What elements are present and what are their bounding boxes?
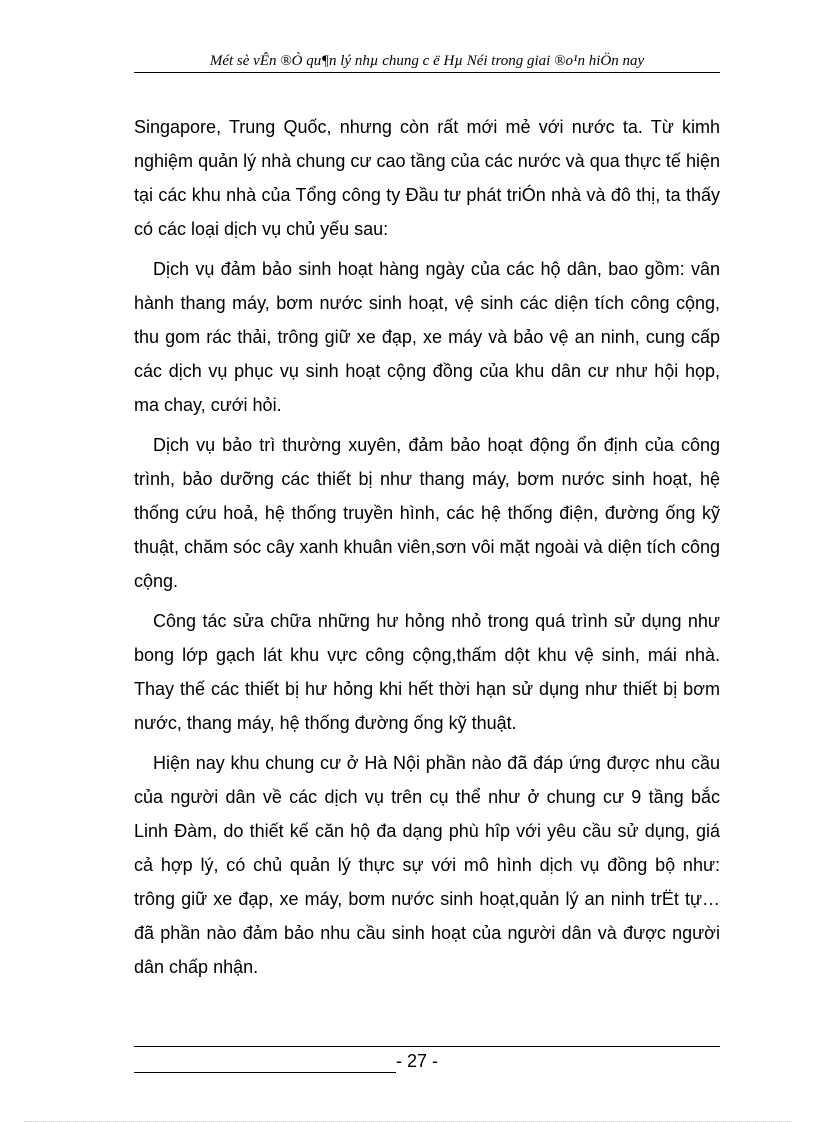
page-number: - 27 - (396, 1051, 439, 1071)
paragraph-maintenance-services: Dịch vụ bảo trì thường xuyên, đảm bảo hoạt động ổn định của công trình, bảo dưỡng các thiết bị như thang máy, bơm nước sinh hoạt, hệ thống cứu hoả, hệ thống truyền hình, các hệ thống điện, đường ống kỹ thuật, chăm sóc cây xanh khuân viên,sơn vôi mặt ngoài và diện tích công cộng. (134, 435, 720, 591)
paragraph-repair-work: Công tác sửa chữa những hư hỏng nhỏ trong quá trình sử dụng như bong lớp gạch lát khu vực công cộng,thấm dột khu vệ sinh, mái nhà. Thay thế các thiết bị hư hỏng khi hết thời hạn sử dụng như thiết bị bơm nước, thang máy, hệ thống đường ống kỹ thuật. (134, 611, 720, 733)
footer-underline (134, 1072, 396, 1073)
header-divider (134, 72, 720, 73)
paragraph-current-situation: Hiện nay khu chung cư ở Hà Nội phần nào đã đáp ứng được nhu cầu của người dân về các dịch vụ trên cụ thể như ở chung cư 9 tầng bắc Linh Đàm, do thiết kế căn hộ đa dạng phù hîp với yêu cầu sử dụng, giá cả hợp lý, có chủ quản lý thực sự với mô hình dịch vụ đồng bộ như: trông giữ xe đạp, xe máy, bơm nước sinh hoạt,quản lý an ninh trËt tự… đã phần nào đảm bảo nhu cầu sinh hoạt của người dân và được người dân chấp nhận. (134, 753, 720, 977)
page-bottom-dotted-border (24, 1121, 792, 1122)
body-text (134, 110, 720, 990)
footer-divider (134, 1046, 720, 1047)
running-header-title: Mét sè vÊn ®Ò qu¶n lý nhµ chung c ë Hµ Néi trong giai ®o¹n hiÖn nay (209, 53, 645, 69)
paragraph-continuation: Singapore, Trung Quốc, nhưng còn rất mới mẻ với nước ta. Từ kimh nghiệm quản lý nhà chung cư cao tầng của các nước và qua thực tế hiện tại các khu nhà của Tổng công ty Đầu tư phát triÓn nhà và đô thị, ta thấy có các loại dịch vụ chủ yếu sau: (134, 117, 720, 239)
paragraph-daily-services: Dịch vụ đảm bảo sinh hoạt hàng ngày của các hộ dân, bao gồm: vân hành thang máy, bơm nước sinh hoạt, vệ sinh các diện tích công cộng, thu gom rác thải, trông giữ xe đạp, xe máy và bảo vệ an ninh, cung cấp các dịch vụ phục vụ sinh hoạt cộng đồng của khu dân cư như hội họp, ma chay, cưới hỏi. (134, 259, 720, 415)
